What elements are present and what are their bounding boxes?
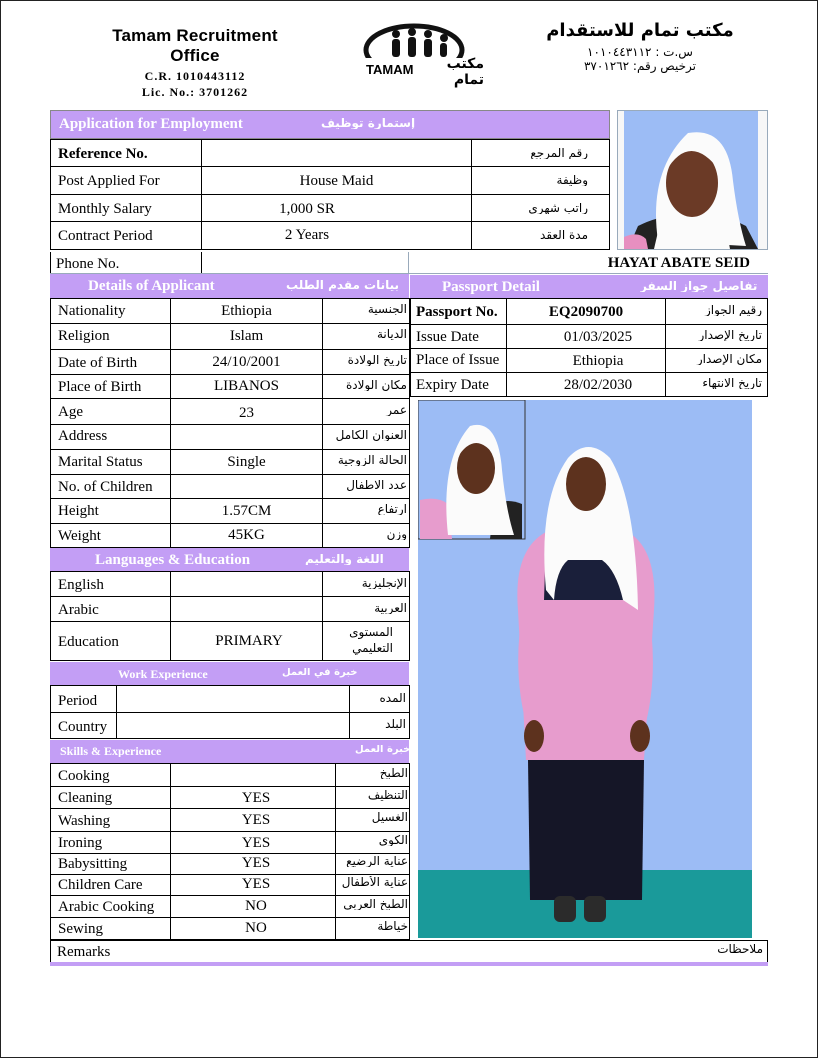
babysitting-label-ar: عناية الرضيع xyxy=(346,855,408,867)
logo-text-ar: مكتب تمام xyxy=(446,56,484,88)
age-label-ar: عمر xyxy=(386,404,407,416)
pob-label-ar: مكان الولادة xyxy=(345,379,407,391)
application-title-ar: إستمارة توظيف xyxy=(321,117,416,129)
languages-title-en: Languages & Education xyxy=(95,553,251,568)
religion-label-ar: الديانة xyxy=(376,328,407,340)
post-label-ar: وظيفة xyxy=(556,174,588,186)
cr-number-en: C.R. 1010443112 xyxy=(144,69,246,83)
place-of-issue-value: Ethiopia xyxy=(572,354,624,369)
post-label: Post Applied For xyxy=(58,174,160,189)
height-label: Height xyxy=(58,504,99,519)
expiry-date-label: Expiry Date xyxy=(416,378,489,393)
remarks-label-ar: ملاحظات xyxy=(717,943,763,955)
weight-label-ar: وزن xyxy=(386,528,407,540)
passport-no-label-ar: رقيم الجواز xyxy=(704,304,762,316)
passport-no-label: Passport No. xyxy=(416,305,498,320)
country-label-ar: البلد xyxy=(385,718,406,730)
cr-number-ar: س.ت : ١٠١٠٤٤٣١١٢ xyxy=(587,45,693,59)
work-title-bar xyxy=(50,662,409,685)
arabic-label-ar: العربية xyxy=(374,602,407,614)
contract-label-ar: مدة العقد xyxy=(540,229,588,241)
address-label-ar: العنوان الكامل xyxy=(335,429,407,441)
nationality-label: Nationality xyxy=(58,304,126,319)
reference-label: Reference No. xyxy=(58,147,148,162)
babysitting-value: YES xyxy=(241,856,271,871)
phone-label: Phone No. xyxy=(56,257,120,272)
country-label: Country xyxy=(58,720,108,735)
issue-date-value: 01/03/2025 xyxy=(563,330,633,345)
children-care-label: Children Care xyxy=(58,878,143,893)
salary-label-ar: راتب شهري xyxy=(528,202,588,214)
issue-date-label-ar: تاريخ الإصدار xyxy=(698,329,762,341)
sewing-value: NO xyxy=(245,921,267,936)
dob-value: 24/10/2001 xyxy=(212,355,281,370)
expiry-date-label-ar: تاريخ الانتهاء xyxy=(702,377,762,389)
passport-title-en: Passport Detail xyxy=(442,280,540,295)
cooking-label: Cooking xyxy=(58,769,110,784)
skills-title-bar xyxy=(50,740,409,763)
applicant-headshot xyxy=(618,111,767,249)
age-label: Age xyxy=(58,405,83,420)
marital-value: Single xyxy=(227,455,266,470)
expiry-date-value: 28/02/2030 xyxy=(563,378,633,393)
english-label-ar: الإنجليزية xyxy=(361,577,407,589)
passport-title-bar xyxy=(410,275,768,298)
education-label-ar: المستوى التعليمي xyxy=(349,625,393,655)
cleaning-label-ar: التنظيف xyxy=(367,789,408,801)
height-label-ar: ارتفاع xyxy=(377,503,407,515)
religion-value: Islam xyxy=(229,329,264,344)
arabic-label: Arabic xyxy=(58,603,99,618)
ironing-value: YES xyxy=(241,836,271,851)
remarks-label: Remarks xyxy=(57,945,111,960)
applicant-name: HAYAT ABATE SEID xyxy=(607,256,750,271)
arabic-cooking-label-ar: الطبخ العربي xyxy=(343,898,408,910)
salary-value: 1,000 SR xyxy=(279,202,335,217)
marital-label: Marital Status xyxy=(58,455,143,470)
company-name-ar: مكتب تمام للاستقدام xyxy=(546,20,734,41)
children-care-value: YES xyxy=(241,877,271,892)
period-label: Period xyxy=(58,694,98,709)
ironing-label: Ironing xyxy=(58,836,103,851)
cooking-label-ar: الطبخ xyxy=(379,767,408,779)
remarks-bottom-bar xyxy=(50,962,768,966)
salary-label: Monthly Salary xyxy=(58,202,152,217)
period-label-ar: المده xyxy=(379,692,406,704)
applicant-title-ar: بيانات مقدم الطلب xyxy=(286,279,400,291)
company-header-en xyxy=(92,26,298,100)
children-label-ar: عدد الاطفال xyxy=(346,479,407,491)
sewing-label-ar: خياطة xyxy=(377,920,408,932)
applicant-full-photo xyxy=(418,400,752,938)
sewing-label: Sewing xyxy=(58,922,103,937)
issue-date-label: Issue Date xyxy=(416,330,479,345)
company-name-en: Tamam Recruitment Office xyxy=(112,26,278,65)
children-label: No. of Children xyxy=(58,480,153,495)
passport-no-value: EQ2090700 xyxy=(548,305,624,320)
company-logo xyxy=(362,22,484,88)
applicant-title-en: Details of Applicant xyxy=(88,279,215,294)
cleaning-label: Cleaning xyxy=(58,791,113,806)
application-title-en: Application for Employment xyxy=(59,117,243,132)
skills-title-ar: خبرة العمل xyxy=(355,745,411,755)
education-label: Education xyxy=(58,635,119,650)
skills-title-en: Skills & Experience xyxy=(60,745,162,757)
nationality-value: Ethiopia xyxy=(221,304,272,319)
contract-label: Contract Period xyxy=(58,229,153,244)
contract-value: 2 Years xyxy=(284,228,330,243)
languages-title-bar xyxy=(50,548,409,571)
pob-label: Place of Birth xyxy=(58,380,142,395)
ironing-label-ar: الكوي xyxy=(378,834,408,846)
license-number-en: Lic. No.: 3701262 xyxy=(141,85,249,99)
nationality-label-ar: الجنسية xyxy=(367,303,407,315)
reference-label-ar: رقم المرجع xyxy=(530,147,588,159)
work-title-ar: خبرة في العمل xyxy=(282,668,358,678)
pob-value: LIBANOS xyxy=(213,379,279,394)
dob-label: Date of Birth xyxy=(58,356,138,371)
washing-label: Washing xyxy=(58,814,111,829)
passport-title-ar: تفاصيل جواز السفر xyxy=(640,280,758,292)
washing-value: YES xyxy=(241,813,271,828)
dob-label-ar: تاريخ الولادة xyxy=(347,354,407,366)
weight-value: 45KG xyxy=(228,528,265,543)
age-value: 23 xyxy=(239,406,254,421)
application-title-bar xyxy=(50,110,610,139)
place-of-issue-label: Place of Issue xyxy=(416,353,500,368)
logo-text: TAMAM xyxy=(366,62,414,77)
marital-label-ar: الحالة الزوجية xyxy=(337,454,407,466)
arabic-cooking-label: Arabic Cooking xyxy=(58,900,155,915)
washing-label-ar: الغسيل xyxy=(371,811,408,823)
place-of-issue-label-ar: مكان الإصدار xyxy=(696,353,762,365)
education-value: PRIMARY xyxy=(215,634,283,649)
applicant-title-bar xyxy=(50,274,409,298)
babysitting-label: Babysitting xyxy=(58,857,128,872)
height-value: 1.57CM xyxy=(221,504,272,519)
license-number-ar: ترخيص رقم: ٣٧٠١٢٦٢ xyxy=(583,59,696,73)
religion-label: Religion xyxy=(58,329,110,344)
company-header-ar xyxy=(530,20,750,73)
cleaning-value: YES xyxy=(241,791,271,806)
applicant-headshot-frame xyxy=(617,110,768,250)
weight-label: Weight xyxy=(58,529,101,544)
arabic-cooking-value: NO xyxy=(245,899,267,914)
work-title-en: Work Experience xyxy=(118,668,208,680)
english-label: English xyxy=(58,578,104,593)
languages-title-ar: اللغة والتعليم xyxy=(305,553,384,565)
children-care-label-ar: عناية الأطفال xyxy=(341,876,408,888)
post-value: House Maid xyxy=(299,174,374,189)
address-label: Address xyxy=(58,429,108,444)
